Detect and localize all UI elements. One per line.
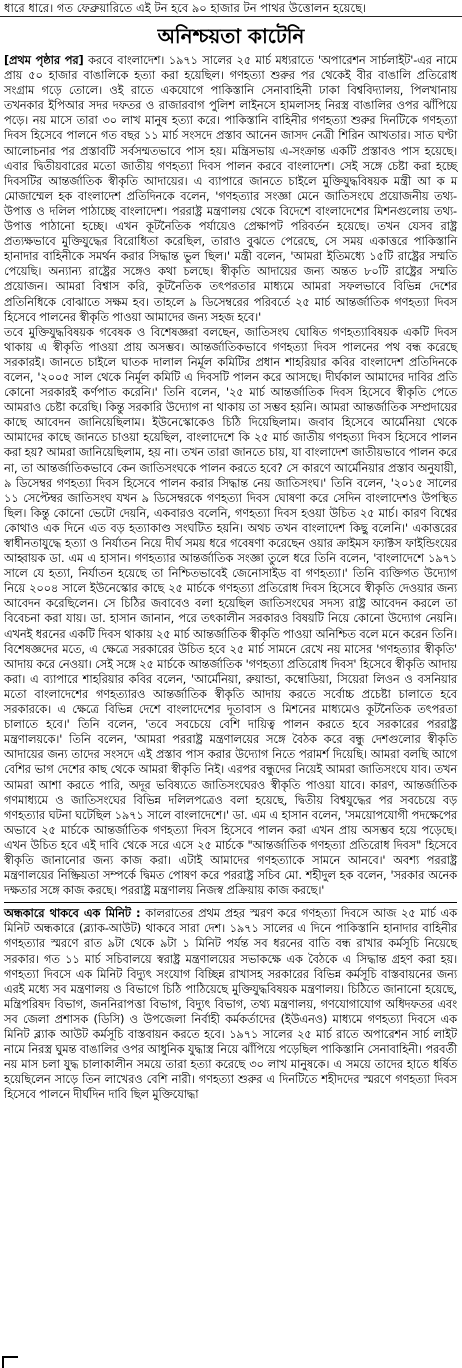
section-subheading: অন্ধকারে থাকবে এক মিনিট :	[4, 906, 141, 921]
article-paragraph	[4, 906, 457, 1102]
next-article-marker	[2, 1356, 18, 1368]
article-paragraph	[4, 53, 457, 325]
article-body	[0, 53, 462, 1102]
article-paragraph	[4, 325, 457, 899]
continued-from-label: [প্রথম পৃষ্ঠার পর]	[4, 53, 84, 67]
paragraph-text: তবে মুক্তিযুদ্ধবিষয়ক গবেষক ও বিশেষজ্ঞরা বলছেন, জাতিসংঘ ঘোষিত গণহত্যাবিষয়ক একটি দিবস থাকায় এ স্বীকৃতি পাওয়া প্রায় অসম্ভব। আন্তর্জাতিকভাবে গণহত্যা দিবস পালনের পথ বন্ধ করেছে সরকারই। জানতে চাইলে ঘাতক দালাল নির্মূল কমিটির প্রধান শাহরিয়ার কবির বাংলাদেশ প্রতিদিনকে বলেন, '২০০৫ সাল থেকে নির্মূল কমিটি এ দিবসটি পালন করে আসছে। দীর্ঘকাল আমাদের দাবির প্রতি কোনো সরকারই কর্ণপাত করেনি।' তিনি বলেন, '২৫ মার্চ আন্তর্জাতিক দিবস হিসেবে স্বীকৃতি পেতে আমরাও চেষ্টা করেছি। কিন্তু সরকারি উদ্যোগ না থাকায় তা সম্ভব হয়নি। আমরা আন্তর্জাতিক সম্প্রদায়ের কাছে আবেদন জানিয়েছিলাম। ইউনেস্কোকেও চিঠি দিয়েছিলাম। জবাব হিসেবে আর্মেনিয়া থেকে আমাদের কাছে জানতে চাওয়া হয়েছিল, বাংলাদেশে কি ২৫ মার্চ জাতীয় গণহত্যা দিবস হিসেবে পালন করা হয়? আমরা জানিয়েছিলাম, হয় না। তখন তারা জানতে চায়, যা বাংলাদেশ জাতীয়ভাবে পালন করে না, তা আন্তর্জাতিকভাবে কেন জাতিসংঘকে পালন করতে হবে? সে কারণে আর্মেনিয়ার প্রস্তাব অনুযায়ী, ৯ ডিসেম্বর গণহত্যা দিবস হিসেবে পালন করার সিদ্ধান্ত নেয় জাতিসংঘ।' তিনি বলেন, '২০১৫ সালের ১১ সেপ্টেম্বর জাতিসংঘ যখন ৯ ডিসেম্বরকে গণহত্যা দিবস ঘোষণা করে সেদিন বাংলাদেশও উপস্থিত ছিল। কিন্তু কোনো ভেটো দেয়নি, একবারও বলেনি, গণহত্যা দিবস হওয়া উচিত ২৫ মার্চ। কারণ বিশ্বের কোথাও এক দিনে এত বড় হত্যাকাণ্ড সংঘটিত হয়নি। অথচ তখন বাংলাদেশ কিছু বলেনি।' একাত্তরের স্বাধীনতাযুদ্ধে হত্যা ও নির্যাতন নিয়ে দীর্ঘ সময় ধরে গবেষণা করেছেন ওয়ার ক্রাইমস ফ্যাক্টস ফাইন্ডিংয়ের আহ্বায়ক ডা. এম এ হাসান। গণহত্যার আন্তর্জাতিক সংজ্ঞা তুলে ধরে তিনি বলেন, 'বাংলাদেশে ১৯৭১ সালে যে হত্যা, নির্যাতন হয়েছে তা নিশ্চিতভাবেই জেনোসাইড বা গণহত্যা।' তিনি ব্যক্তিগত উদ্যোগ নিয়ে ২০০৪ সালে ইউনেস্কোর কাছে ২৫ মার্চকে গণহত্যা প্রতিরোধ দিবস হিসেবে স্বীকৃতি দেওয়ার জন্য আবেদন করেছিলেন। সে চিঠির জবাবেও বলা হয়েছিল জাতিসংঘের সদস্য রাষ্ট্র আবেদন করলে তা বিবেচনা করা যায়। ডা. হাসান জানান, পরে তৎকালীন সরকারও বিষয়টি নিয়ে কোনো উদ্যোগ নেয়নি। এখনই ধরনের একটি দিবস থাকায় ২৫ মার্চ আন্তর্জাতিক স্বীকৃতি পাওয়া অনিশ্চিত বলে মনে করেন তিনি। বিশেষজ্ঞদের মতে, এ ক্ষেত্রে সরকারের উচিত হবে ২৫ মার্চ সামনে রেখে নয় মাসের 'গণহত্যার স্বীকৃতি' আদায় করে নেওয়া। সেই সঙ্গে ২৫ মার্চকে আন্তর্জাতিক 'গণহত্যা প্রতিরোধ দিবস' হিসেবে স্বীকৃতি আদায় করা। এ ব্যাপারে শাহরিয়ার কবির বলেন, 'আর্মেনিয়া, রুয়ান্ডা, কম্বোডিয়া, সিয়েরা লিওন ও বসনিয়ার মতো বাংলাদেশের গণহত্যারও আন্তর্জাতিক স্বীকৃতি আদায় করতে সর্বোচ্চ প্রচেষ্টা চালাতে হবে সরকারকে। এ ক্ষেত্রে বিভিন্ন দেশে বাংলাদেশের দূতাবাস ও মিশনের মাধ্যমেও কূটনৈতিক তৎপরতা চালাতে হবে।' তিনি বলেন, 'তবে সবচেয়ে বেশি দায়িত্ব পালন করতে হবে সরকারের পররাষ্ট্র মন্ত্রণালয়কে।' তিনি বলেন, 'আমরা পররাষ্ট্র মন্ত্রণালয়ের সঙ্গে বৈঠক করে বন্ধু দেশগুলোর স্বীকৃতি আদায়ের জন্য তাদের সংসদে এই প্রস্তাব পাস করার উদ্যোগ নিতে পরামর্শ দিয়েছি। আমরা বলছি আগে বেশির ভাগ দেশের কাছ থেকে আমরা স্বীকৃতি নিই। এরপর বন্ধুদের নিয়েই আমরা জাতিসংঘে যাব। তখন আমরা আশা করতে পারি, অদূর ভবিষ্যতে জাতিসংঘেরও স্বীকৃতি পাওয়া যাবে। কারণ, আন্তর্জাতিক গণমাধ্যমে ও জাতিসংঘের বিভিন্ন দলিলপত্রেও বলা হয়েছে, দ্বিতীয় বিশ্বযুদ্ধের পর সবচেয়ে বড় গণহত্যার ঘটনা ঘটেছিল ১৯৭১ সালে বাংলাদেশে।' ডা. এম এ হাসান বলেন, 'সময়োপযোগী পদক্ষেপের অভাবে ২৫ মার্চকে আন্তর্জাতিক গণহত্যা দিবস হিসেবে পালন করা এখন প্রায় অসম্ভব হয়ে পড়েছে। এখন উচিত হবে এই দাবি থেকে সরে এসে ২৫ মার্চকে "আন্তর্জাতিক গণহত্যা প্রতিরোধ দিবস" হিসেবে স্বীকৃতি জানানোর জন্য কাজ করা। এটাই আমাদের গণহত্যাকে সামনে আনবে।' অবশ্য পররাষ্ট্র মন্ত্রণালয়ের নিষ্ক্রিয়তা সম্পর্কে দ্বিমত পোষণ করে পররাষ্ট্র সচিব মো. শহীদুল হক বলেন, 'সরকার অনেক দক্ষতার সঙ্গে কাজ করছে। পররাষ্ট্র মন্ত্রণালয় নিজস্ব প্রক্রিয়ায় কাজ করছে।'	[4, 324, 457, 898]
paragraph-text: কালরাতের প্রথম প্রহর স্মরণ করে গণহত্যা দিবসে আজ ২৫ মার্চ এক মিনিট অন্ধকারে (ব্ল্যাক-আউট) থাকবে সারা দেশ। ১৯৭১ সালের এ দিনে পাকিস্তানি হানাদার বাহিনীর গণহত্যার স্মরণে রাত ৯টা থেকে ৯টা ১ মিনিট পর্যন্ত সব ধরনের বাতি বন্ধ রাখার কর্মসূচি নিয়েছে সরকার। গত ১১ মার্চ সচিবালয়ে স্বরাষ্ট্র মন্ত্রণালয়ের সভাকক্ষে এক বৈঠকে এ সিদ্ধান্ত গ্রহণ করা হয়। গণহত্যা দিবসে এক মিনিট বিদ্যুৎ সংযোগ বিচ্ছিন্ন রাখাসহ সরকারের বিভিন্ন কর্মসূচি বাস্তবায়নের জন্য এরই মধ্যে সব মন্ত্রণালয় ও বিভাগে চিঠি পাঠিয়েছে মুক্তিযুদ্ধবিষয়ক মন্ত্রণালয়। চিঠিতে জানানো হয়েছে, মন্ত্রিপরিষদ বিভাগ, জননিরাপত্তা বিভাগ, বিদ্যুৎ বিভাগ, তথ্য মন্ত্রণালয়, গণযোগাযোগ অধিদফতর এবং সব জেলা প্রশাসক (ডিসি) ও উপজেলা নির্বাহী কর্মকর্তাদের (ইউএনও) মাধ্যমে গণহত্যা দিবসে এক মিনিট ব্ল্যাক আউট কর্মসূচি বাস্তবায়ন করতে হবে। ১৯৭১ সালের ২৫ মার্চ রাতে অপারেশন সার্চ লাইট নামে নিরস্ত্র ঘুমন্ত বাঙালির ওপর আধুনিক যুদ্ধাস্ত্র নিয়ে ঝাঁপিয়ে পড়েছিল পাকিস্তানি সেনাবাহিনী। পরবর্তী নয় মাস চলা যুদ্ধ চালাকালীন সময়ে তারা হত্যা করেছে ৩০ লাখ মানুষকে। এ সময়ে তাদের হাতে ধর্ষিত হয়েছিলেন সাড়ে তিন লাখেরও বেশি নারী। গণহত্যা শুরুর এ দিনটিতে শহীদদের স্মরণে গণহত্যা দিবস হিসেবে পালনে দীর্ঘদিন দাবি ছিল মুক্তিযোদ্ধা	[4, 906, 457, 1102]
paragraph-text: করবে বাংলাদেশ। ১৯৭১ সালের ২৫ মার্চ মধ্যরাতে 'অপারেশন সার্চলাইট'-এর নামে প্রায় ৫০ হাজার বাঙালিকে হত্যা করা হয়েছিল। গণহত্যা শুরুর পর থেকেই বীর বাঙালি প্রতিরোধ সংগ্রাম গড়ে তোলে। ওই রাতে একযোগে পাকিস্তানি সেনাবাহিনী ঢাকা বিশ্ববিদ্যালয়, পিলখানায় তখনকার ইপিআর সদর দফতর ও রাজারবাগ পুলিশ লাইনসে হামলাসহ নিরস্ত্র বাঙালির ওপর ঝাঁপিয়ে পড়ে। নয় মাসে তারা ৩০ লাখ মানুষ হত্যা করে। পাকিস্তানি বাহিনীর গণহত্যা শুরুর দিনটিকে গণহত্যা দিবস হিসেবে পালনে গত বছর ১১ মার্চ সংসদে প্রস্তাব আনেন জাসদ নেত্রী শিরিন আখতার। সাত ঘণ্টা আলোচনার পর প্রস্তাবটি সর্বসম্মতভাবে পাস হয়। মন্ত্রিসভায় এ-সংক্রান্ত একটি প্রস্তাবও পাস হয়েছে। এবার দ্বিতীয়বারের মতো জাতীয় গণহত্যা দিবস পালন করবে বাংলাদেশ। সেই সঙ্গে চেষ্টা করা হচ্ছে দিবসটির আন্তর্জাতিক স্বীকৃতি আদায়ের। এ ব্যাপারে জানতে চাইলে মুক্তিযুদ্ধবিষয়ক মন্ত্রী আ ক ম মোজাম্মেল হক বাংলাদেশ প্রতিদিনকে বলেন, 'গণহত্যার সংজ্ঞা মেনে জাতিসংঘে প্রয়োজনীয় তথ্য-উপাত্ত ও দলিল পাঠাচ্ছে বাংলাদেশ। পররাষ্ট্র মন্ত্রণালয় থেকে বিদেশে বাংলাদেশের মিশনগুলোয় তথ্য-উপাত্ত পাঠানো হচ্ছে। এখন কূটনৈতিক পর্যায়েও প্রেক্ষাপট পরিবর্তন হয়েছে। তখন যেসব রাষ্ট্র প্রত্যক্ষভাবে মুক্তিযুদ্ধের বিরোধিতা করেছিল, তারাও বুঝতে পেরেছে, সে সময় একাত্তরে পাকিস্তানি হানাদার বাহিনীকে সমর্থন করার সিদ্ধান্ত ভুল ছিল।' মন্ত্রী বলেন, 'আমরা ইতিমধ্যে ১৫টি রাষ্ট্রের সম্মতি পেয়েছি। অন্যান্য রাষ্ট্রের সঙ্গেও কথা চলছে। স্বীকৃতি আদায়ের জন্য অন্তত ৮০টি রাষ্ট্রের সম্মতি প্রয়োজন। আমরা বিশ্বাস করি, কূটনৈতিক তৎপরতার মাধ্যমে আমরা সফলভাবে বিভিন্ন দেশের প্রতিনিধিকে বোঝাতে সক্ষম হব। তাহলে ৯ ডিসেম্বরের পরিবর্তে ২৫ মার্চ আন্তর্জাতিক গণহত্যা দিবস হিসেবে পালনের স্বীকৃতি পাওয়া আমাদের জন্য সহজ হবে।'	[4, 53, 457, 324]
article-headline: অনিশ্চয়তা কাটেনি	[157, 24, 305, 48]
previous-article-fragment: ধারে ধারে। গত ফেব্রুয়ারিতে এই টন হবে ৯০ হাজার টন পাথর উত্তোলন হয়েছে।	[0, 0, 462, 17]
section-divider	[4, 902, 457, 903]
